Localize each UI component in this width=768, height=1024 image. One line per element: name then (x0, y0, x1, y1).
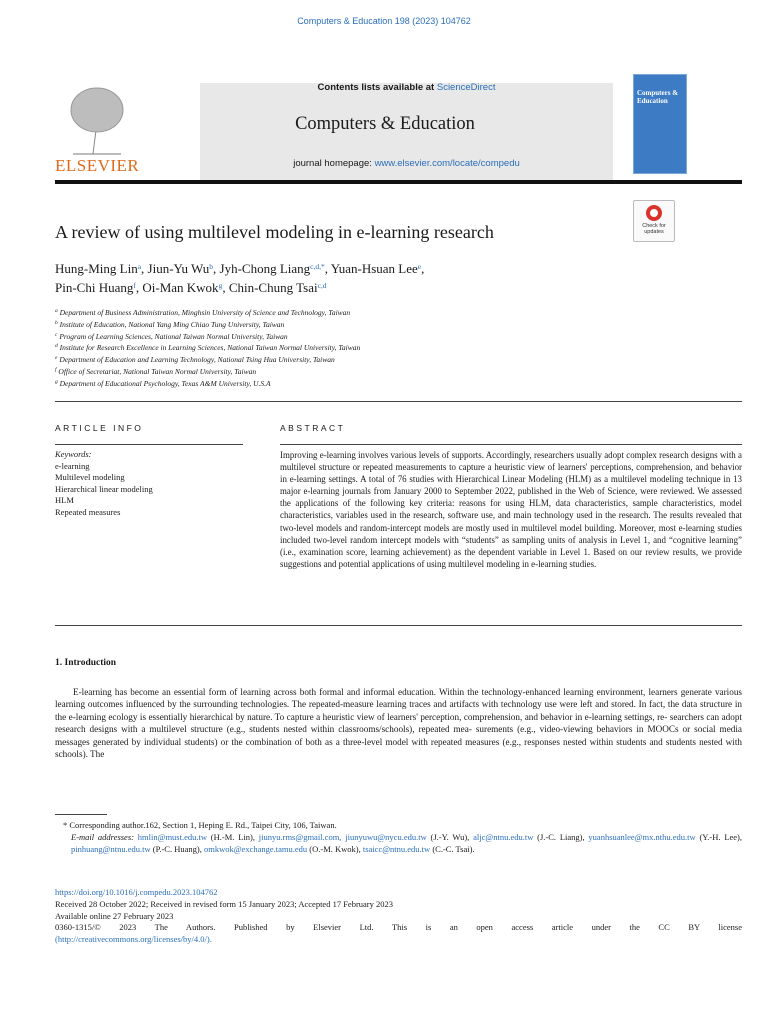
author-name[interactable]: Jyh-Chong Liang (219, 261, 311, 276)
crossmark-icon-center (650, 209, 658, 217)
email-link[interactable]: jiunyuwu@nycu.edu.tw (345, 831, 427, 842)
article-metadata (55, 887, 742, 946)
email-owner: (H.-M. Lin), (210, 831, 255, 842)
article-info-heading: ARTICLE INFO (55, 423, 144, 433)
keyword-item: Multilevel modeling (55, 472, 125, 482)
keyword-item: Hierarchical linear modeling (55, 483, 153, 494)
affiliation-key: d (55, 343, 58, 350)
publisher-name: ELSEVIER (55, 156, 140, 175)
sciencedirect-link[interactable]: ScienceDirect (436, 82, 496, 93)
affiliation-key: e (55, 355, 58, 362)
article-info-rule (55, 444, 243, 445)
keywords-block (55, 449, 245, 518)
author-name[interactable]: Yuan-Hsuan Lee (330, 261, 418, 276)
header-rule (55, 180, 742, 184)
author-name[interactable]: Jiun-Yu Wu (147, 261, 210, 276)
email-link[interactable]: jiunyu.rms@gmail.com, (258, 831, 342, 842)
crossmark-label: Check for updates (642, 223, 666, 235)
author-sup[interactable]: e (417, 262, 422, 271)
abstract-text: Improving e-learning involves various levels of supports. Accordingly, researchers usually adopt complex research designs with a multilevel structure or repeated measurements to capture a heuristic view of learners' perceptions, comprehension, and behavior in e-learning settings. A total of 76 studies with Hierarchical Linear Modeling (HLM) as a multilevel modeling technique in 13 major e-learning journals from January 2000 to September 2022, published in the Web of Science, were reviewed. We assessed the applications of the following key criteria: reasons for using HLM, data characteristics, sample characteristics, model characteristics, variables used in the research, software use, and main technology used in the research. The results revealed that two-level models and random-intercept models are mostly used in multilevel model building. Moreover, most e-learning studies included two-level random intercept models with “students” as sampling units of analysis in Level 1, and “cognitive learning” (i.e., examination score, learning achievement) as the dependent variable in Level 1. Based on our review results, we provide suggestions and potential applications of using multilevel modeling in e-learning studies. (280, 450, 742, 569)
affiliation-item (55, 342, 615, 354)
affiliation-item (55, 319, 615, 331)
journal-homepage (200, 158, 613, 169)
introduction-paragraph: E-learning has become an essential form of learning across both formal and informal education. Within the technology-enhanced learning environment, learners generate various learning outcomes influenced by the surrounding technologies. The repeated-measure learning traces and artifacts with technology use were left and stored. In fact, the data structure in the e-learning ecology is essentially hierarchical by nature. To capture a heuristic view of learners' perception, comprehension, and behavior in e-learning settings, re- searchers can adopt research designs with a multilevel structure (e.g., students nested within classrooms/schools), repeated mea- surements (e.g., video-viewing behaviors in MOOCs or social media messages generated by individual students) or the combination of both as a three-level model with repeated measures (e.g., responses nested within students and students nested with schools). The (55, 687, 742, 760)
license-link[interactable]: (http://creativecommons.org/licenses/by/4.0/). (55, 934, 212, 945)
journal-title: Computers & Education (295, 114, 475, 134)
email-addresses (55, 832, 742, 856)
keyword-item: e-learning (55, 460, 90, 471)
author-sup[interactable]: f (133, 281, 136, 290)
email-owner: (J.-C. Liang), (537, 831, 585, 842)
footnotes (55, 820, 742, 855)
affiliation-text: Department of Business Administration, Minghsin University of Science and Technology, Taiwan (59, 308, 351, 317)
received-dates: Received 28 October 2022; Received in revised form 15 January 2023; Accepted 17 February 2023 (55, 898, 394, 909)
email-link[interactable]: aljc@ntnu.edu.tw (473, 831, 534, 842)
email-owner: (C.-C. Tsai). (432, 843, 475, 854)
keyword-item: HLM (55, 495, 74, 505)
email-link[interactable]: pinhuang@ntnu.edu.tw (71, 843, 151, 854)
affiliation-key: g (55, 378, 58, 385)
affiliation-key: c (55, 331, 58, 338)
section-divider (55, 625, 742, 626)
affiliation-text: Institute for Research Excellence in Learning Sciences, National Taiwan Normal University, Taiwan (59, 343, 361, 353)
footnote-rule (55, 814, 107, 815)
affiliation-item (55, 307, 615, 319)
affiliation-item (55, 354, 615, 366)
affiliation-key: a (55, 308, 58, 314)
email-owner: (J.-Y. Wu), (430, 831, 470, 842)
author-sup[interactable]: c,d (317, 281, 327, 290)
available-online: Available online 27 February 2023 (55, 910, 174, 921)
corresponding-author-text: Corresponding author.162, Section 1, Heping E. Rd., Taipei City, 106, Taiwan. (69, 820, 337, 830)
author-sup[interactable]: a (137, 262, 142, 271)
homepage-prefix: journal homepage: (293, 158, 375, 169)
contents-prefix: Contents lists available at (317, 82, 437, 93)
homepage-link[interactable]: www.elsevier.com/locate/compedu (374, 158, 520, 169)
email-link[interactable]: hmlin@must.edu.tw (137, 831, 207, 842)
affiliation-key: f (55, 366, 57, 373)
affiliation-text: Office of Secretariat, National Taiwan Normal University, Taiwan (58, 366, 257, 376)
article-title: A review of using multilevel modeling in e-learning research (55, 222, 494, 242)
section-divider (55, 401, 742, 402)
doi-link[interactable]: https://doi.org/10.1016/j.compedu.2023.104762 (55, 887, 218, 897)
crossmark-badge[interactable] (633, 200, 675, 242)
affiliation-item (55, 331, 615, 343)
author-name[interactable]: Pin-Chi Huang (55, 280, 134, 295)
keyword-item: Repeated measures (55, 506, 121, 517)
license-text: 0360-1315/© 2023 The Authors. Published by Elsevier Ltd. This is an open access article under the CC BY license (55, 922, 742, 933)
email-owner: (P.-C. Huang), (152, 843, 202, 854)
abstract-heading: ABSTRACT (280, 423, 346, 433)
email-label: E-mail addresses: (71, 831, 134, 842)
email-owner: (O.-M. Kwok), (309, 843, 361, 854)
author-list: Hung-Ming Lin$^a$, Jiun-Yu Wu$^b$, Jyh-Chong Liang$^{c,d,*}$, Yuan-Hsuan Lee$^e$, Pin-Chi Huang$^f$, Oi-Man Kwok$^g$, Chin-Chung Tsai$^{c,d}$ (55, 261, 425, 295)
author-name[interactable]: Oi-Man Kwok (142, 280, 219, 295)
email-link[interactable]: tsaicc@ntnu.edu.tw (362, 843, 431, 854)
email-owner: (Y.-H. Lee), (699, 831, 743, 842)
author-sup[interactable]: g (218, 281, 223, 290)
journal-reference[interactable]: Computers & Education 198 (2023) 104762 (297, 16, 471, 26)
affiliation-text: Program of Learning Sciences, National Taiwan Normal University, Taiwan (59, 331, 288, 341)
author-sup[interactable]: b (209, 262, 214, 271)
affiliation-list (55, 307, 615, 390)
affiliation-text: Department of Educational Psychology, Texas A&M University, U.S.A (59, 378, 271, 388)
affiliation-key: b (55, 319, 58, 326)
affiliation-item (55, 378, 615, 390)
corresponding-author-note: * Corresponding author.162, Section 1, Heping E. Rd., Taipei City, 106, Taiwan. (63, 820, 337, 830)
email-link[interactable]: omkwok@exchange.tamu.edu (203, 843, 308, 854)
affiliation-text: Department of Education and Learning Technology, National Tsing Hua University, Taiwan (59, 355, 335, 365)
journal-cover-image[interactable] (633, 74, 687, 174)
author-name[interactable]: Hung-Ming Lin (55, 261, 138, 276)
affiliation-text: Institute of Education, National Yang Ming Chiao Tung University, Taiwan (59, 319, 285, 329)
email-link[interactable]: yuanhsuanlee@mx.nthu.edu.tw (588, 831, 696, 842)
abstract-rule (280, 444, 742, 445)
author-sup[interactable]: c,d,* (310, 262, 325, 271)
cover-title: Computers & Education (637, 89, 679, 105)
affiliation-item (55, 366, 615, 378)
contents-line (200, 82, 613, 93)
introduction-heading: 1. Introduction (55, 658, 117, 668)
keywords-label: Keywords: (55, 449, 92, 459)
author-name[interactable]: Chin-Chung Tsai (228, 280, 318, 295)
